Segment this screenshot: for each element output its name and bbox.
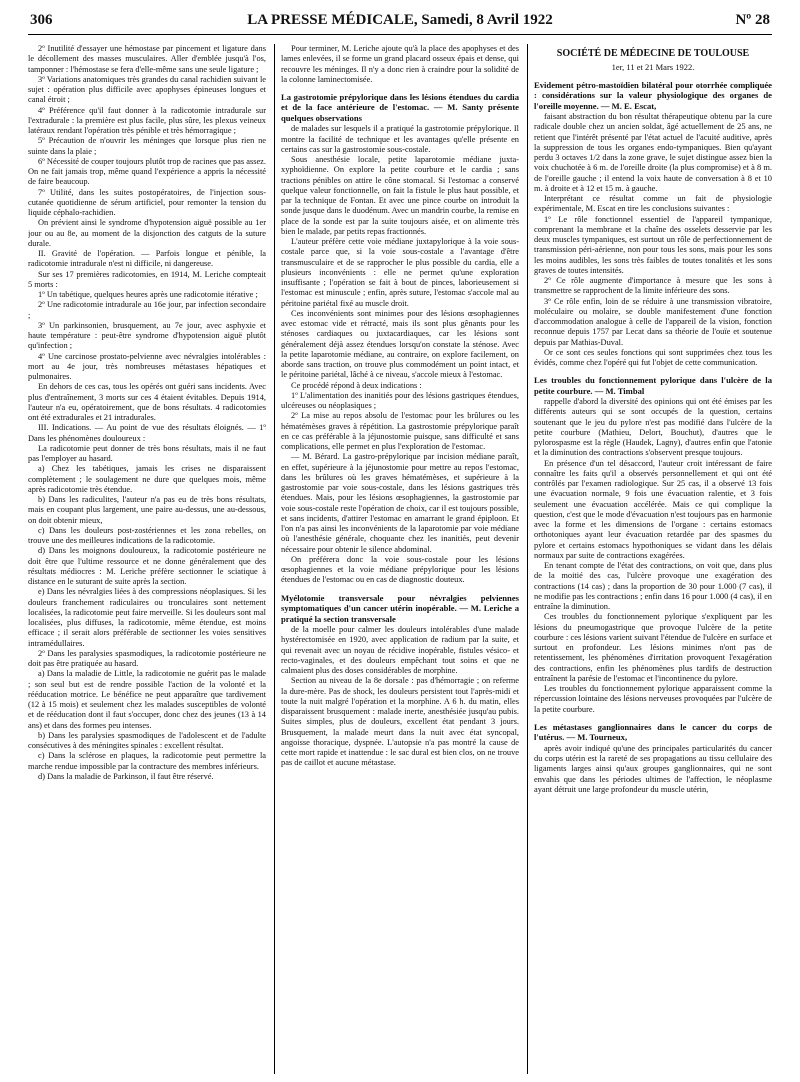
paragraph: III. Indications. — Au point de vue des résultats éloignés. — 1º Dans les phénomènes douloureux : [28,423,266,443]
paragraph: L'auteur préfère cette voie médiane juxtapylorique à la voie sous-costale parce que, si la voie sous-costale a l'avantage d'être transmusculaire et de se rapprocher le plus possible du cardia, elle a plusieurs inconvénients : elle ne permet qu'une exploration insuffisante ; l'opération se fait à bout de pinces, laborieusement si l'estomac est minuscule ; enfin, après suture, l'estomac s'accole mal au péritoine pariétal fixé au muscle droit. [281,237,519,308]
paragraph: La radicotomie peut donner de très bons résultats, mais il ne faut pas l'employer au hasard. [28,443,266,463]
paragraph: 1º Le rôle fonctionnel essentiel de l'appareil tympanique, comprenant la membrane et la chaîne des osselets desservie par les deux muscles tympaniques, est surtout un rôle de perfectionnement de transmission péri-aérienne, non pour tous les sons, mais pour les sons les moins audibles, les sons très faibles de toutes tonalités et les sons graves de toutes intensités. [534,214,772,275]
paragraph: Pour terminer, M. Leriche ajoute qu'à la place des apophyses et des lames enlevées, il se forme un grand placard osseux épais et dense, qui recouvre les méninges. Il n'y a donc rien à craindre pour la solidité de la colonne laminectomisée. [281,44,519,84]
paragraph: de malades sur lesquels il a pratiqué la gastrotomie prépylorique. Il montre la facilité de technique et les avantages qu'elle présente en certains cas sur la gastrostomie sous-costale. [281,124,519,154]
paragraph: c) Dans la sclérose en plaques, la radicotomie peut permettre la marche rendue impossible par la contracture des membres inférieurs. [28,751,266,771]
page-header [28,8,772,35]
paragraph: En dehors de ces cas, tous les opérés ont guéri sans incidents. Avec plus d'entraînement, 3 morts sur ces 4 étaient évitables. Depuis 1914, l'auteur n'a eu, opératoirement, que de bons résultats. 4 radicotomies ont été extradurales et 21 intradurales. [28,382,266,422]
paragraph: 2º Dans les paralysies spasmodiques, la radicotomie postérieure ne doit pas être pratiquée au hasard. [28,648,266,668]
paragraph: Or ce sont ces seules fonctions qui sont supprimées chez tous les évidés, comme chez l'opéré qui fut l'objet de cette communication. [534,347,772,367]
paragraph: En présence d'un tel désaccord, l'auteur croit intéressant de faire connaître les faits qu'il a observés personnellement et qui ont été contrôlés par l'examen radiologique. Sur 25 cas, il a observé 13 fois une évacuation normale, 9 fois une évacuation ralentie, et 3 fois seulement une évacuation accélérée. Mais ce qui complique la question, c'est que le mode d'évacuation n'est toujours pas en harmonie avec la forme et les dimensions de l'organe : certains estomacs orthotoniques ayant leur évacuation retardée par des spasmes du pylore et certains estomacs hypothoniques se vidant dans les délais normaux par suite de contractions exagérées. [534,458,772,560]
meeting-date: 1er, 11 et 21 Mars 1922. [611,62,695,73]
paragraph: rappelle d'abord la diversité des opinions qui ont été émises par les différents auteurs qui se sont occupés de la question, certains soutenant que le jeu du pylore n'est pas modifié dans l'ulcère de la petite courbure (Mathieu, Delort, Bouchut), d'autres que le pylorospasme est la règle (Haudek, Lagny), d'autres enfin que l'atonie et la diminution des contractions s'observent presque toujours. [534,397,772,458]
paragraph: a) Chez les tabétiques, jamais les crises ne disparaissent complètement ; le soulagement ne dure que quelques mois, même après radicotomie très étendue. [28,464,266,494]
page-number: 306 [30,12,53,28]
paragraph: Ces troubles du fonctionnement pylorique s'expliquent par les lésions du pneumogastrique que provoque l'ulcère de la petite courbure : ces lésions varient suivant l'étendue de l'ulcère en surface et surtout en profondeur. Les lésions minimes n'ont pas de retentissement, les phénomènes d'irritation provoquent l'exagération des contractions, enfin les phénomènes plus tardifs de destruction entraînent la parésie de l'estomac et l'incontinence du pylore. [534,612,772,683]
paragraph: 1º Un tabétique, quelques heures après une radicotomie itérative ; [38,290,258,299]
issue-number: Nº 28 [735,12,770,28]
paragraph: II. Gravité de l'opération. — Parfois longue et pénible, la radicotomie intradurale n'est ni difficile, ni dangereuse. [28,249,266,269]
column-3 [534,44,772,1072]
paragraph: a) Dans la maladie de Little, la radicotomie ne guérit pas le malade ; son seul but est de rendre possible l'action de la volonté et la rééducation motrice. Le bénéfice ne peut apparaître que tardivement (12 à 15 mois) et seulement chez les malades susceptibles de volonté et de rééducation dont il faut s'occuper, donc chez des jeunes (13 à 14 ans) et dans des formes peu intenses. [28,669,266,730]
paragraph: — M. Bérard. La gastro-prépylorique par incision médiane paraît, en effet, supérieure à la jéjunostomie pour mettre au repos l'estomac, dans les brûlures où les graves hématémèses, et supérieure à la gastrostomie par voie sous-costale, dans les lésions gastriques très étendues. Mais, pour les lésions œsophagiennes, la gastrostomie par voie sous-costale reste l'opération de choix, car il est toujours possible, et sans incidents, d'attirer l'estomac en amarrant le grand épiploon. Et l'on n'a pas ainsi les inconvénients de la laparotomie par voie médiane où l'anesthésie générale, choquante chez les inanitiés, peut devenir nécessaire pour obtenir le silence abdominal. [281,452,519,554]
paragraph: 2º La mise au repos absolu de l'estomac pour les brûlures ou les hématémèses graves à répétition. La gastrostomie prépylorique paraît en ce cas préférable à la jéjunostomie puisque, sans difficulté et sans complications, elle permet en plus l'exploration de l'estomac. [281,411,519,452]
paragraph: faisant abstraction du bon résultat thérapeutique obtenu par la cure radicale double chez un ancien soldat, âgé actuellement de 25 ans, ne retient que l'intérêt présenté par l'état actuel de l'acuité auditive, après la suppression de tous les organes endo-tympaniques. Bien qu'ayant perdu 3 octaves 1/2 dans la zone grave, le sujet distingue assez bien la voix chuchotée à 6 m. de l'oreille droite (la plus compromise) et à 8 m. de l'oreille gauche ; il entend la voix haute de conversation à 8 et 10 m. à droite et à 12 et 15 m. à gauche. [534,112,772,193]
paragraph: 7º Utilité, dans les suites postopératoires, de l'injection sous-cutanée quotidienne de sérum artificiel, pour remonter la tension du liquide céphalo-rachidien. [28,187,266,217]
paragraph: de la moelle pour calmer les douleurs intolérables d'une malade hystérectomisée en 1920, avec application de radium par la suite, et qui revenait avec un noyau de récidive inopérable, fistules vésico- et recto-vaginales, et des douleurs empêchant tout soins et que ne calmaient plus des doses considérables de morphine. [281,625,519,676]
paragraph: b) Dans les radiculites, l'auteur n'a pas eu de très bons résultats, mais en coupant plus largement, une paire au-dessus, une au-dessous, on doit obtenir mieux, [28,495,266,525]
column-2 [281,44,519,1072]
paragraph: En tenant compte de l'état des contractions, on voit que, dans plus de la moitié des cas, l'ulcère provoque une exagération des contractions (14 cas) ; dans la proportion de 30 pour 1.000 (7 cas), il ne modifie pas les contractions ; enfin dans 16 pour 1.000 (4 cas), il en entraîne la diminution. [534,561,772,612]
paragraph: e) Dans les névralgies liées à des compressions néoplasiques. Si les douleurs franchement radiculaires ou tronculaires sont nettement localisées, la radicotomie peut faire merveille. Si les douleurs sont mal localisées, plus diffuses, la radicotomie, même étendue, est moins efficace ; il serait alors préférable de sectionner les voies sensitives intramédullaires. [28,587,266,648]
paragraph: 4º Une carcinose prostato-pelvienne avec névralgies intolérables : mort au 4e jour, très nombreuses métastases hépatiques et pulmonaires. [28,351,266,381]
society-heading: SOCIÉTÉ DE MÉDECINE DE TOULOUSE [556,48,750,59]
section-heading: La gastrotomie prépylorique dans les lésions étendues du cardia et de la face antérieure de l'estomac. — M. Santy présente quelques observations [281,92,519,123]
paragraph: d) Dans les moignons douloureux, la radicotomie postérieure ne doit être que l'ultime ressource et ne donne généralement que des résultats médiocres : M. Leriche préfère sectionner le sciatique à distance en le suturant de suite après la section. [28,546,266,586]
paragraph: Ce procédé répond à deux indications : [291,380,422,390]
paragraph: 3º Un parkinsonien, brusquement, au 7e jour, avec asphyxie et haute température : peut-être syndrome d'hypotension aiguë plutôt qu'infection ; [28,320,266,351]
paragraph: On prévient ainsi le syndrome d'hypotension aiguë possible au 1er jour ou au 8e, au moment de la disjonction des catguts de la suture durale. [28,218,266,248]
paragraph: 3º Ce rôle enfin, loin de se réduire à une transmission vibratoire, moléculaire ou molaire, se double manifestement d'une fonction d'accommodation analogue à celle de l'appareil de la vision, fonction reconnue depuis 1757 par Lecat dans sa théorie de l'ouïe et soutenue depuis par Mathias-Duval. [534,296,772,347]
section-heading: Evidement pétro-mastoïdien bilatéral pour otorrhée compliquée : considérations sur la valeur physiologique des organes de l'oreille moyenne. — M. E. Escat, [534,79,772,111]
section-heading: Les troubles du fonctionnement pylorique dans l'ulcère de la petite courbure. — M. Timbal [534,375,772,396]
paragraph: 2º Une radicotomie intradurale au 16e jour, par infection secondaire ; [28,300,266,320]
paragraph: après avoir indiqué qu'une des principales particularités du cancer du corps utérin est la rareté de ses propagations au tissu cellulaire des ligaments larges ainsi qu'aux groupes ganglionnaires, qui ne sont envahis que dans les périodes ultimes de l'affection, le néoplasme ayant détruit une large profondeur du muscle utérin, [534,743,772,794]
paragraph: Sur ses 17 premières radicotomies, en 1914, M. Leriche compteait 5 morts : [28,269,266,289]
section-heading: Les métastases ganglionnaires dans le cancer du corps de l'utérus. — M. Tourneux, [534,721,772,743]
paragraph: b) Dans les paralysies spasmodiques de l'adolescent et de l'adulte consécutives à des méningites spinales : excellent résultat. [28,730,266,750]
paragraph: Section au niveau de la 8e dorsale : pas d'hémorragie ; on referme la dure-mère. Pas de shock, les douleurs persistent tout l'après-midi et toute la nuit malgré l'opération et la morphine. A 6 h. du matin, elles disparaissent brusquement : malade inerte, anesthésiée jusqu'au pubis. Suites simples, plus de douleurs, excellent état pendant 3 jours. Brusquement, la malade meurt dans la nuit avec état syncopal, angoisse thoracique, dyspnée. L'autopsie n'a pas montré la cause de cette mort rapide et inattendue : le sac dural est bien clos, on ne trouve pas de caillot et aucune métastase. [281,676,519,768]
section-heading: Myélotomie transversale pour névralgies pelviennes symptomatiques d'un cancer utérin inopérable. — M. Leriche a pratiqué la section transversale [281,592,519,624]
paragraph: On préférera donc la voie sous-costale pour les lésions œsophagiennes et la voie médiane prépylorique pour les lésions étendues de l'estomac ou en cas de diagnostic douteux. [281,554,519,585]
paragraph: 5º Précaution de n'ouvrir les méninges que lorsque plus rien ne suinte dans la plaie ; [28,136,266,156]
column-3-body [534,80,772,796]
paragraph: 2º Ce rôle augmente d'importance à mesure que les sons à transmettre se rapprochent de la limite inférieure des sons. [534,276,772,296]
paragraph: Les troubles du fonctionnement pylorique apparaissent comme la répercussion lointaine des lésions nerveuses provoquées par l'ulcère de la petite courbure. [534,684,772,714]
paragraph: 3º Variations anatomiques très grandes du canal rachidien suivant le sujet : opération plus difficile avec apophyses épineuses longues et canal étroit ; [28,74,266,105]
columns [28,44,772,1074]
paragraph: Ces inconvénients sont minimes pour des lésions œsophagiennes avec estomac vide et rétracté, mais ils sont plus gênants pour les sténoses cardiaques ou juxtacardiaques, car les lésions sont généralement déjà assez étendues lorsqu'on constate la sténose. Avec la petite laparotomie médiane, au contraire, on explore facilement, on aborde sans traction, on trouve plus commodément un point intact, et le péritoine pariétal, lâché à ce niveau, s'accole mieux à l'estomac. [281,308,519,380]
paragraph: c) Dans les douleurs post-zostériennes et les zona rebelles, on trouve une des meilleures indications de la radicotomie. [28,525,266,545]
paragraph: 4º Préférence qu'il faut donner à la radicotomie intradurale sur l'extradurale : la première est plus facile, plus sûre, les plexus veineux latéraux rendant l'opération très pénible et très hémorragique ; [28,105,266,135]
paragraph: Interprétant ce résultat comme un fait de physiologie expérimentale, M. Escat en tire les conclusions suivantes : [534,194,772,214]
column-1 [28,44,266,1072]
paragraph: d) Dans la maladie de Parkinson, il faut être réservé. [38,771,214,781]
paragraph: 2º Inutilité d'essayer une hémostase par pincement et ligature dans le décollement des masses musculaires. Aller d'emblée jusqu'à l'os, tamponner : l'hémostase se fera d'elle-même sans une seule ligature ; [28,44,266,74]
paragraph: Sous anesthésie locale, petite laparotomie médiane juxta-xyphoïdienne. On explore la petite courbure et le cardia ; sans tractions pénibles on attire le cône stomacal. Si l'estomac a conservé quelque valeur fonctionnelle, on fait la fistule le plus haut possible, et par la technique de Fontan. Et avec une pince courbe on introduit la sonde jusque dans le duodénum. Avec un mandrin courbe, la remise en place de la sonde est par la suite toujours aisée, et on alimente très bien le malade, par petits repas fractionnés. [281,155,519,236]
paragraph: 1º L'alimentation des inanitiés pour des lésions gastriques étendues, ulcéreuses ou néoplasiques ; [281,390,519,411]
paragraph: 6º Nécessité de couper toujours plutôt trop de racines que pas assez. On ne fait jamais trop, même quand l'expérience a appris la nécessité de faire beaucoup. [28,156,266,187]
journal-title: LA PRESSE MÉDICALE, Samedi, 8 Avril 1922 [247,12,553,28]
